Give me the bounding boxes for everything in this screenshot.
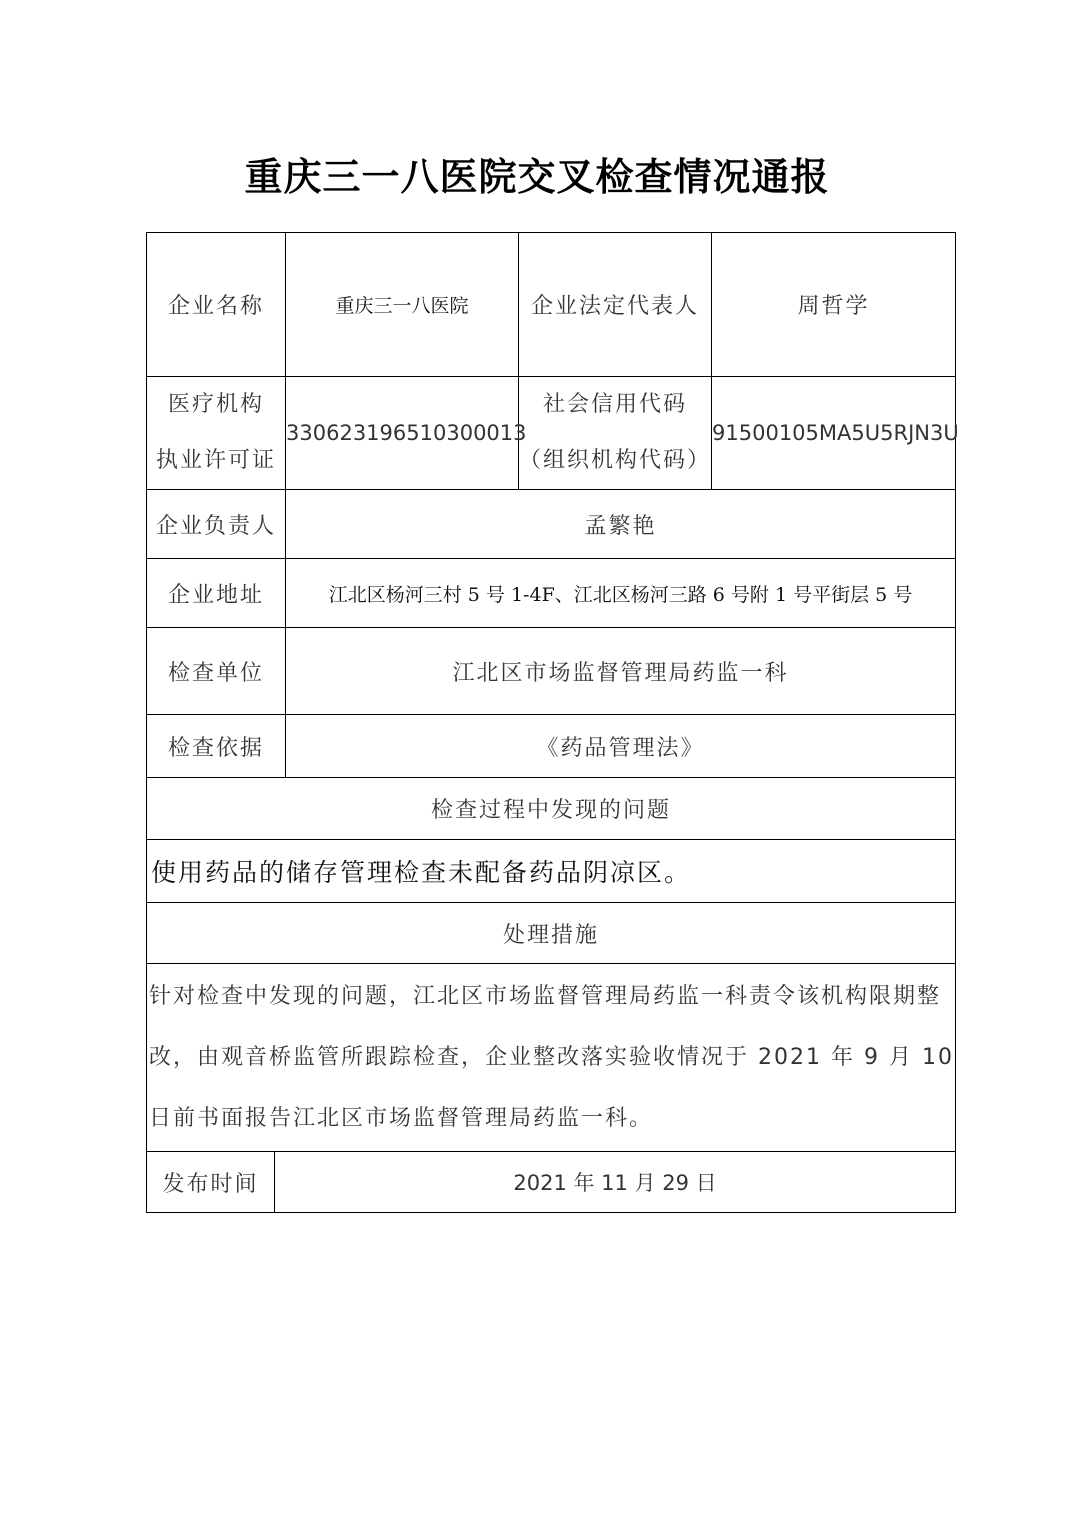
company-name-label: 企业名称	[147, 233, 286, 377]
measures-header: 处理措施	[147, 903, 956, 964]
table-row	[147, 1152, 956, 1213]
address-label: 企业地址	[147, 559, 286, 628]
basis-value: 《药品管理法》	[286, 715, 956, 778]
measures-text: 针对检查中发现的问题，江北区市场监督管理局药监一科责令该机构限期整改，由观音桥监管所跟踪检查，企业整改落实验收情况于 2021 年 9 月 10 日前书面报告江北区市场监督管理局药监一科。	[147, 964, 956, 1152]
problems-header: 检查过程中发现的问题	[147, 778, 956, 840]
table-row	[147, 490, 956, 559]
table-row	[147, 715, 956, 778]
table-row	[147, 233, 956, 377]
report-table	[146, 232, 959, 1213]
table-row	[147, 964, 956, 1152]
company-name-value: 重庆三一八医院	[286, 233, 519, 377]
license-label-line1: 医疗机构	[168, 392, 265, 417]
credit-label-line1: 社会信用代码	[543, 392, 688, 417]
inspection-unit-label: 检查单位	[147, 628, 286, 715]
legal-rep-value: 周哲学	[712, 233, 956, 377]
publish-value: 2021 年 11 月 29 日	[275, 1152, 956, 1213]
table-row	[147, 377, 956, 490]
inspection-unit-value: 江北区市场监督管理局药监一科	[286, 628, 956, 715]
table-row	[147, 628, 956, 715]
table-row	[147, 840, 956, 903]
document-title: 重庆三一八医院交叉检查情况通报	[244, 154, 830, 199]
table-row	[147, 903, 956, 964]
address-value: 江北区杨河三村 5 号 1-4F、江北区杨河三路 6 号附 1 号平街层 5 号	[286, 559, 956, 628]
credit-label-line2: （组织机构代码）	[519, 448, 712, 473]
problems-text: 使用药品的储存管理检查未配备药品阴凉区。	[147, 840, 956, 903]
legal-rep-label: 企业法定代表人	[519, 233, 712, 377]
basis-label: 检查依据	[147, 715, 286, 778]
license-value: 330623196510300013	[286, 377, 519, 490]
table-row	[147, 778, 956, 840]
person-in-charge-label: 企业负责人	[147, 490, 286, 559]
license-label	[147, 377, 286, 490]
credit-label	[519, 377, 712, 490]
table-row	[147, 559, 956, 628]
credit-value: 91500105MA5U5RJN3U	[712, 377, 956, 490]
person-in-charge-value: 孟繁艳	[286, 490, 956, 559]
license-label-line2: 执业许可证	[156, 448, 277, 473]
publish-label: 发布时间	[147, 1152, 275, 1213]
